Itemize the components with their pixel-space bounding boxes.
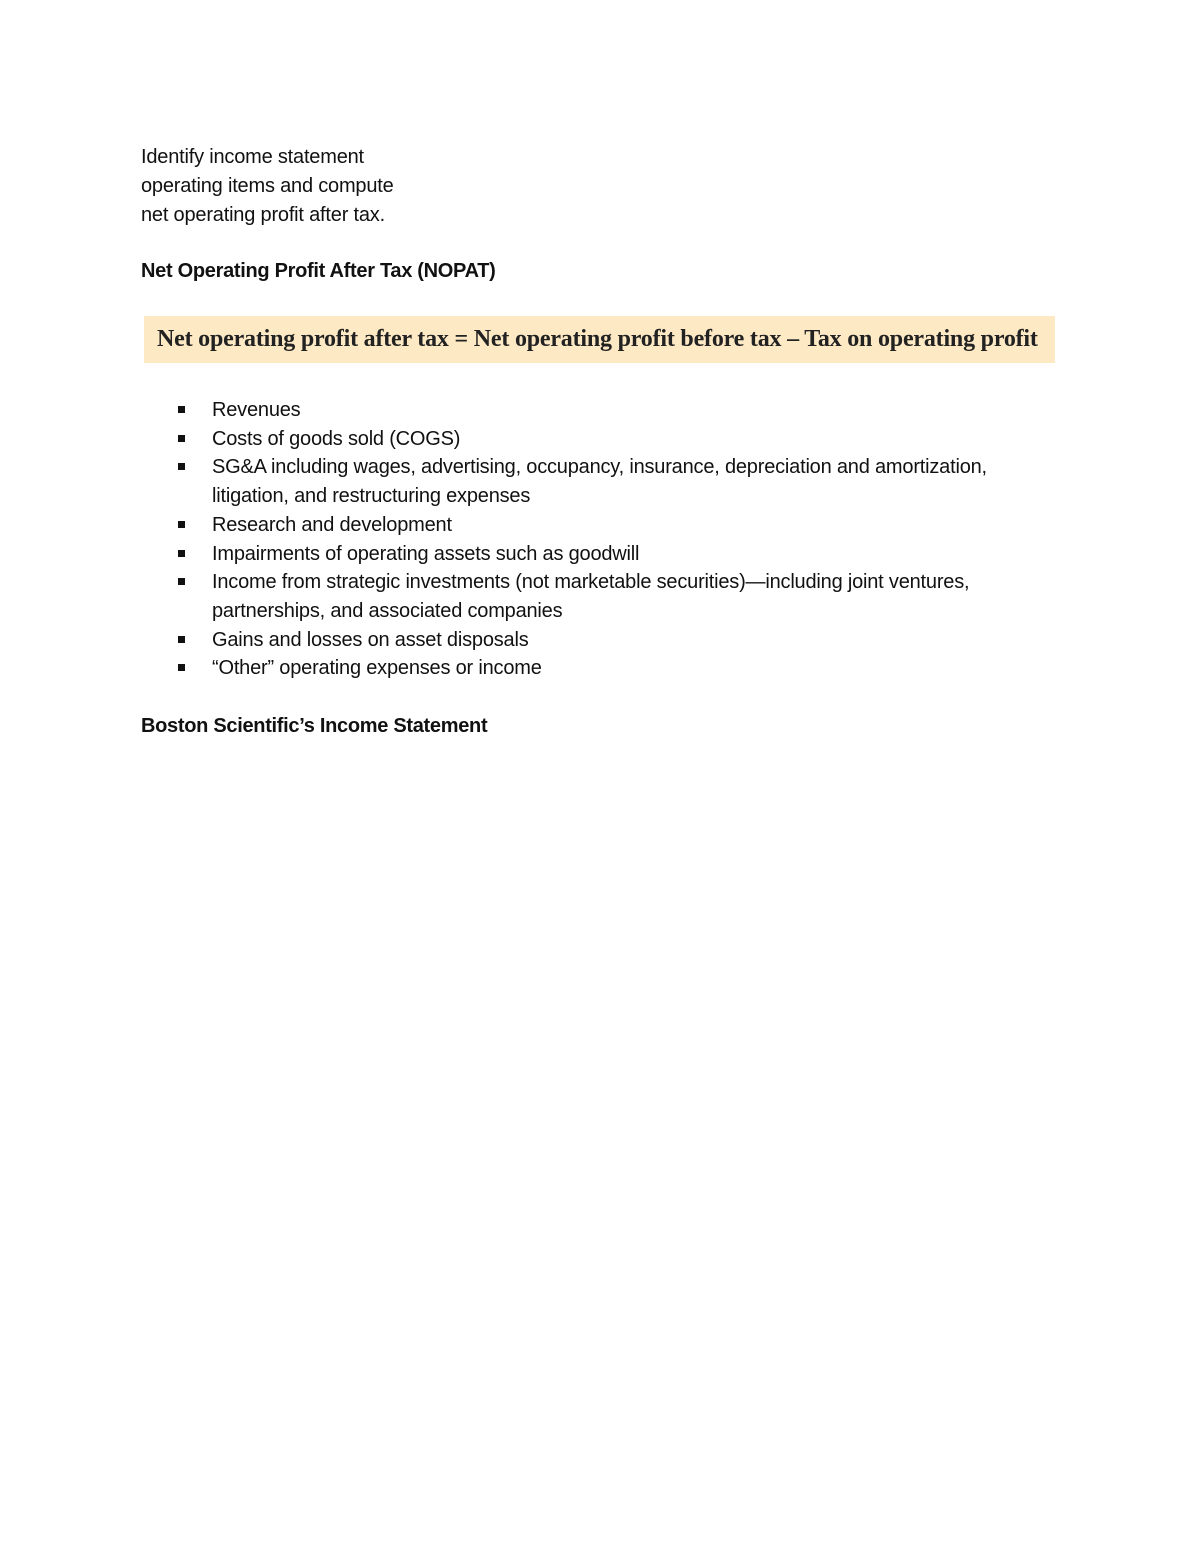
list-item <box>176 396 1066 425</box>
intro-line: Identify income statement <box>141 146 364 168</box>
intro-text <box>141 143 394 230</box>
square-bullet-icon <box>178 636 185 643</box>
list-item <box>176 453 1066 510</box>
square-bullet-icon <box>178 664 185 671</box>
list-item-text: Revenues <box>212 399 301 421</box>
nopat-formula-box <box>144 316 1055 363</box>
operating-items-list <box>176 396 1066 683</box>
list-item-text: Gains and losses on asset disposals <box>212 628 529 651</box>
square-bullet-icon <box>178 550 185 557</box>
list-item-text: Research and development <box>212 513 452 536</box>
list-item-text: Costs of goods sold (COGS) <box>212 427 461 450</box>
square-bullet-icon <box>178 521 185 528</box>
nopat-formula: Net operating profit after tax = Net operating profit before tax – Tax on operating profit <box>157 326 1038 352</box>
intro-line: operating items and compute <box>141 175 394 197</box>
list-item-text: Impairments of operating assets such as goodwill <box>212 542 640 565</box>
square-bullet-icon <box>178 578 185 585</box>
list-item <box>176 568 1066 625</box>
list-item <box>176 654 1066 683</box>
list-item-text: Income from strategic investments (not marketable securities)—including joint ventures, partnerships, and associated companies <box>212 571 970 622</box>
list-item <box>176 425 1066 454</box>
list-item-text: “Other” operating expenses or income <box>212 657 542 680</box>
square-bullet-icon <box>178 463 185 470</box>
square-bullet-icon <box>178 435 185 442</box>
list-item <box>176 511 1066 540</box>
square-bullet-icon <box>178 406 185 413</box>
list-item <box>176 626 1066 655</box>
nopat-heading: Net Operating Profit After Tax (NOPAT) <box>141 260 496 282</box>
boston-scientific-heading: Boston Scientific’s Income Statement <box>141 715 488 737</box>
list-item-text: SG&A including wages, advertising, occupancy, insurance, depreciation and amortization, litigation, and restructuring expenses <box>212 456 987 508</box>
list-item <box>176 540 1066 569</box>
intro-line: net operating profit after tax. <box>141 204 385 226</box>
